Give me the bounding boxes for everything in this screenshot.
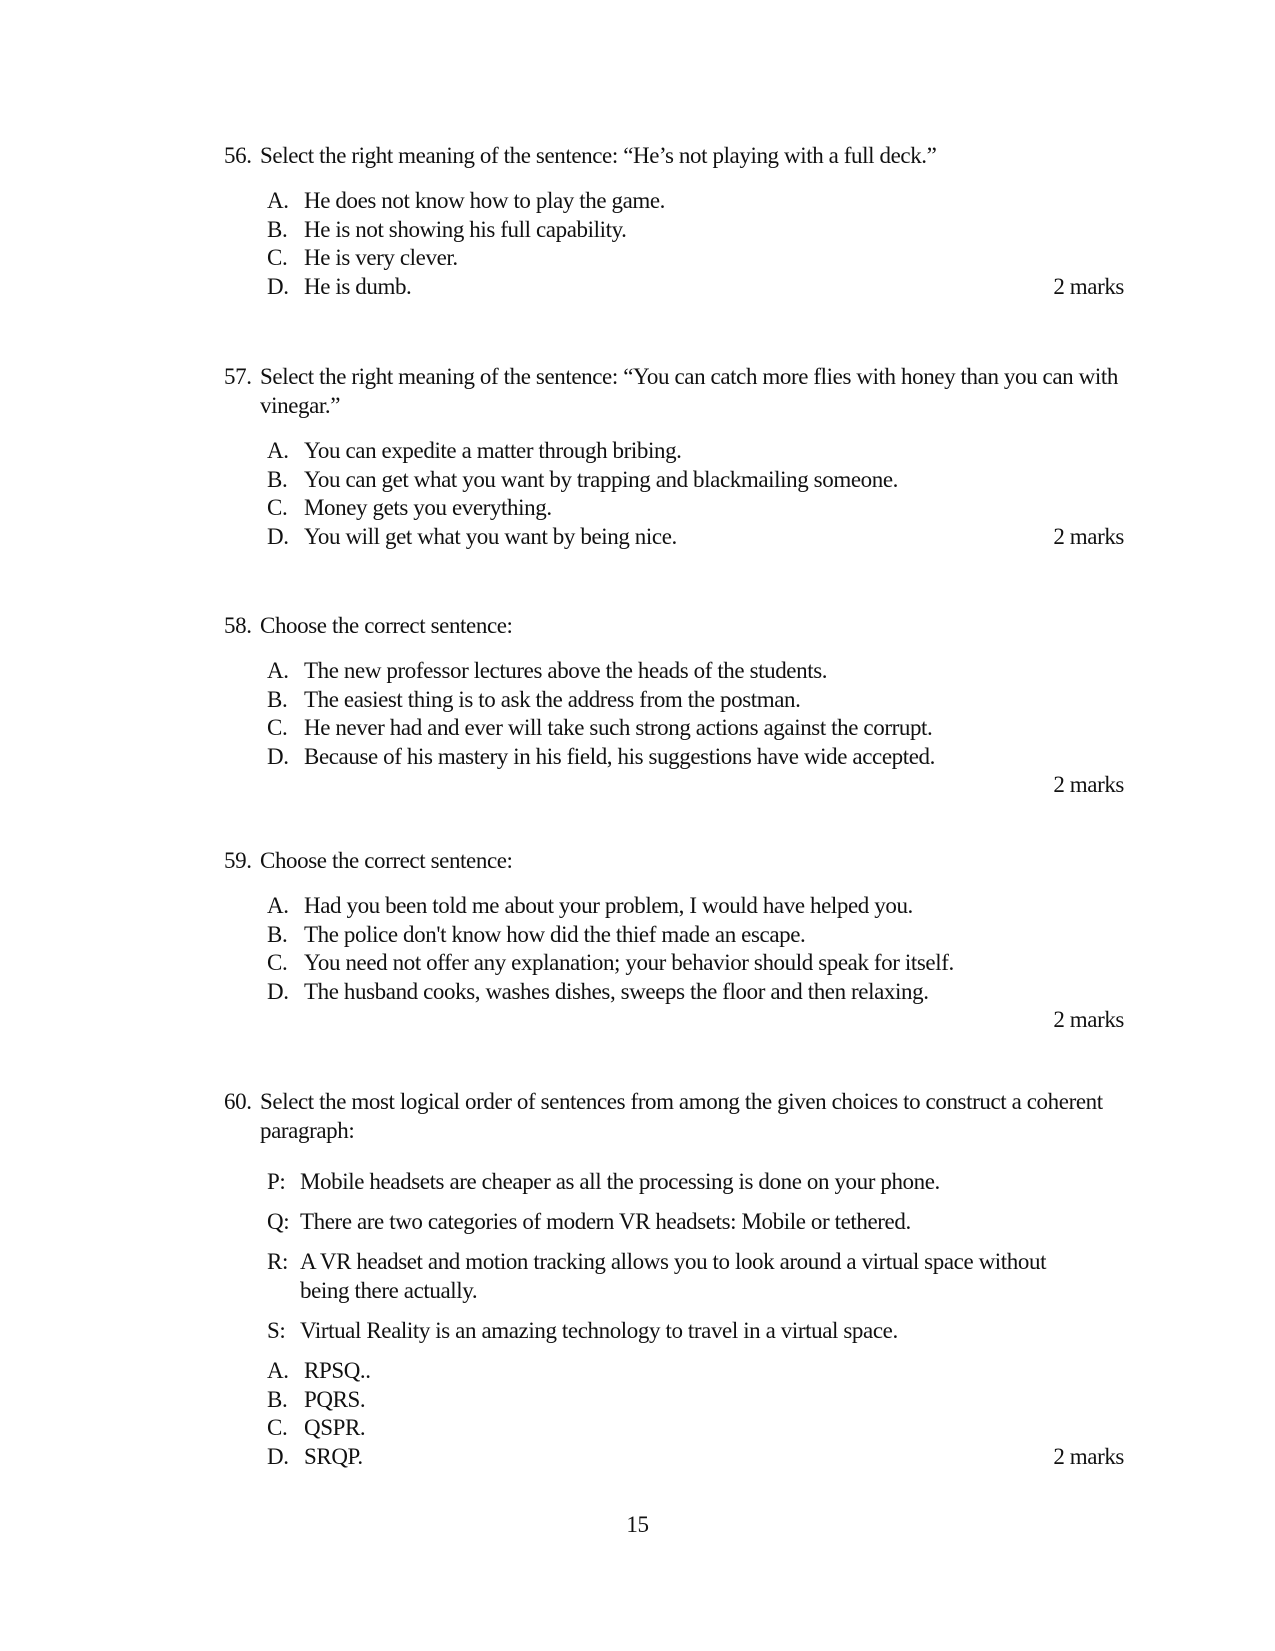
statement-list	[267, 1167, 1124, 1345]
option-c	[267, 1414, 1124, 1443]
option-text: You can get what you want by trapping and blackmailing someone.	[304, 466, 898, 492]
option-letter: A.	[267, 893, 289, 918]
question-number: 56.	[224, 143, 252, 168]
statement-text: A VR headset and motion tracking allows you to look around a virtual space without being there actually.	[300, 1249, 1047, 1303]
option-c	[267, 494, 1124, 523]
question-text: Select the right meaning of the sentence: “You can catch more flies with honey than you can with vinegar.”	[260, 364, 1118, 418]
option-d	[267, 978, 1124, 1007]
option-text: PQRS.	[304, 1386, 366, 1412]
question-stem	[224, 611, 1124, 640]
option-letter: D.	[267, 273, 289, 299]
option-d	[267, 1443, 1124, 1472]
option-b	[267, 216, 1124, 245]
option-letter: B.	[267, 921, 288, 947]
marks-row	[267, 1006, 1124, 1035]
option-text: Had you been told me about your problem, I would have helped you.	[304, 893, 913, 918]
option-a	[267, 1357, 1124, 1386]
option-c	[267, 244, 1124, 273]
question-stem	[224, 1087, 1124, 1145]
question-stem	[224, 362, 1124, 420]
option-letter: B.	[267, 466, 288, 492]
option-text: Because of his mastery in his field, his suggestions have wide accepted.	[304, 743, 936, 769]
statement-text: Virtual Reality is an amazing technology to travel in a virtual space.	[300, 1318, 898, 1343]
question-number: 60.	[224, 1089, 252, 1114]
option-list	[267, 1357, 1124, 1471]
option-letter: D.	[267, 523, 289, 549]
option-letter: D.	[267, 978, 289, 1004]
question-number: 57.	[224, 364, 252, 389]
option-letter: B.	[267, 1386, 288, 1412]
option-letter: B.	[267, 686, 288, 712]
option-text: You can expedite a matter through bribing.	[304, 438, 682, 463]
option-letter: D.	[267, 743, 289, 769]
marks-label: 2 marks	[1053, 772, 1124, 797]
statement-letter: P:	[267, 1169, 286, 1194]
question-text: Select the right meaning of the sentence: “He’s not playing with a full deck.”	[260, 143, 937, 168]
option-b	[267, 921, 1124, 950]
marks-label: 2 marks	[1053, 1443, 1124, 1469]
question-number: 58.	[224, 613, 252, 638]
option-text: Money gets you everything.	[304, 495, 552, 520]
option-letter: C.	[267, 495, 288, 520]
option-list	[267, 437, 1124, 551]
option-text: RPSQ..	[304, 1358, 371, 1383]
question-text: Choose the correct sentence:	[260, 613, 513, 638]
option-c	[267, 949, 1124, 978]
option-text: QSPR.	[304, 1415, 366, 1440]
option-letter: C.	[267, 715, 288, 740]
option-letter: A.	[267, 658, 289, 683]
marks-label: 2 marks	[1053, 523, 1124, 549]
option-letter: B.	[267, 216, 288, 242]
option-list	[267, 657, 1124, 800]
option-text: He is not showing his full capability.	[304, 216, 627, 242]
option-letter: A.	[267, 1358, 289, 1383]
option-text: You need not offer any explanation; your behavior should speak for itself.	[304, 950, 954, 975]
option-text: He is very clever.	[304, 245, 458, 270]
option-d	[267, 273, 1124, 302]
marks-label: 2 marks	[1053, 273, 1124, 299]
option-a	[267, 892, 1124, 921]
option-letter: A.	[267, 438, 289, 463]
statement-text: There are two categories of modern VR headsets: Mobile or tethered.	[300, 1209, 911, 1234]
option-c	[267, 714, 1124, 743]
option-text: The easiest thing is to ask the address from the postman.	[304, 686, 801, 712]
statement-letter: R:	[267, 1249, 288, 1274]
page-number: 15	[626, 1512, 649, 1537]
statement-text: Mobile headsets are cheaper as all the processing is done on your phone.	[300, 1169, 940, 1194]
option-b	[267, 466, 1124, 495]
option-a	[267, 437, 1124, 466]
statement-q	[267, 1207, 1124, 1236]
question-58	[224, 611, 1124, 800]
marks-row	[267, 771, 1124, 800]
option-letter: C.	[267, 1415, 288, 1440]
option-letter: C.	[267, 245, 288, 270]
question-number: 59.	[224, 848, 252, 873]
question-text: Select the most logical order of sentences from among the given choices to construct a coherent paragraph:	[260, 1089, 1103, 1143]
option-text: You will get what you want by being nice.	[304, 523, 677, 549]
option-a	[267, 657, 1124, 686]
question-60	[224, 1087, 1124, 1471]
option-letter: A.	[267, 188, 289, 213]
statement-r	[267, 1247, 1124, 1305]
question-57	[224, 362, 1124, 551]
option-text: The new professor lectures above the heads of the students.	[304, 658, 828, 683]
option-text: He does not know how to play the game.	[304, 188, 666, 213]
option-text: He is dumb.	[304, 273, 412, 299]
question-59	[224, 846, 1124, 1035]
question-56	[224, 141, 1124, 301]
question-stem	[224, 846, 1124, 875]
option-text: The husband cooks, washes dishes, sweeps the floor and then relaxing.	[304, 978, 929, 1004]
statement-letter: Q:	[267, 1209, 290, 1234]
option-letter: C.	[267, 950, 288, 975]
option-b	[267, 686, 1124, 715]
question-stem	[224, 141, 1124, 170]
option-b	[267, 1386, 1124, 1415]
statement-letter: S:	[267, 1318, 286, 1343]
option-d	[267, 523, 1124, 552]
option-list	[267, 892, 1124, 1035]
statement-s	[267, 1316, 1124, 1345]
option-text: SRQP.	[304, 1443, 363, 1469]
statement-p	[267, 1167, 1124, 1196]
option-d	[267, 743, 1124, 772]
option-letter: D.	[267, 1443, 289, 1469]
option-a	[267, 187, 1124, 216]
option-text: He never had and ever will take such strong actions against the corrupt.	[304, 715, 933, 740]
marks-label: 2 marks	[1053, 1007, 1124, 1032]
question-text: Choose the correct sentence:	[260, 848, 513, 873]
option-text: The police don't know how did the thief made an escape.	[304, 921, 806, 947]
option-list	[267, 187, 1124, 301]
